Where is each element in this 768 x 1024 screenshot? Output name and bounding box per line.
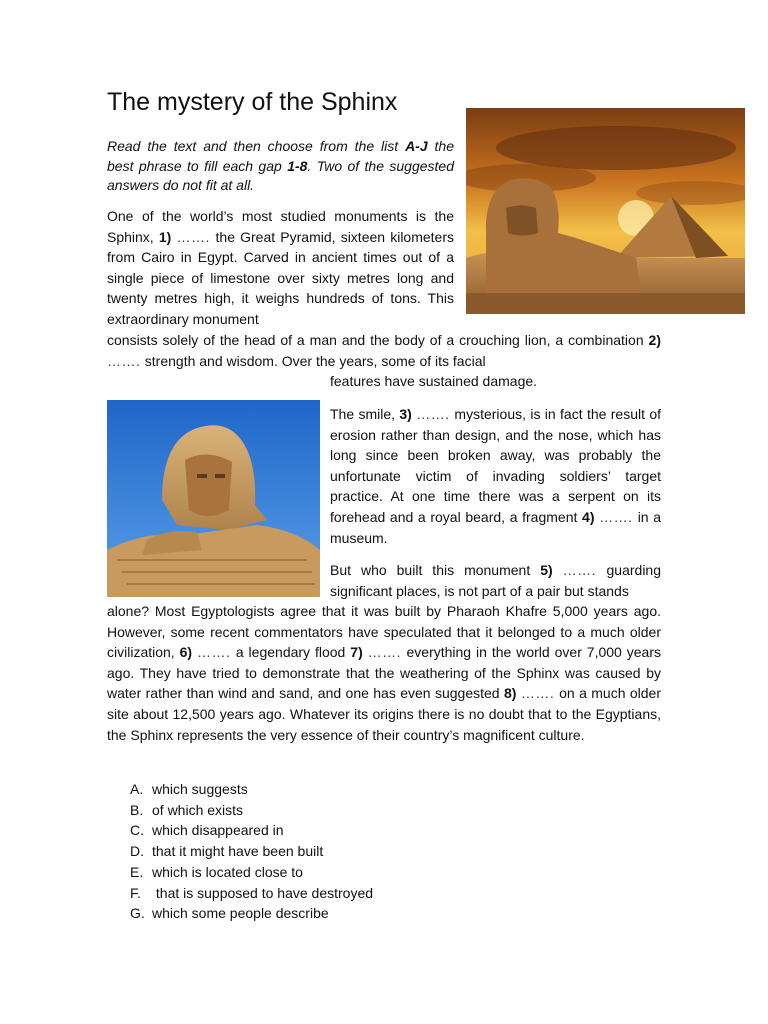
- instructions-text: . Two of the suggested answers do not fit at all.: [107, 157, 454, 193]
- option-f: [130, 883, 373, 904]
- gap-number-4: 4): [582, 508, 595, 525]
- gap-blank-8: …….: [520, 685, 560, 702]
- paragraph-text: guarding significant places, is not part of a pair but stands: [330, 562, 662, 599]
- option-c: [130, 820, 373, 841]
- option-text: which disappeared in: [152, 822, 284, 839]
- paragraph-text: But who built this monument: [330, 562, 541, 578]
- sphinx-head-image: [107, 400, 320, 597]
- gap-number-7: 7): [350, 644, 363, 661]
- paragraph-text: consists solely of the head of a man and the body of a crouching lion, a combination: [107, 332, 649, 348]
- sphinx-sunset-image: [466, 108, 745, 314]
- paragraph-text: One of the world’s most studied monuments is the Sphinx,: [107, 208, 454, 245]
- gap-blank-1: …….: [176, 228, 216, 245]
- option-letter: D.: [130, 843, 144, 860]
- paragraph-text: in a museum.: [330, 508, 662, 546]
- option-e: [130, 862, 373, 883]
- answer-options-list: [130, 779, 373, 924]
- option-a: [130, 779, 373, 800]
- gap-blank-6: …….: [197, 644, 236, 661]
- instructions-gaps: 1-8: [287, 157, 308, 174]
- paragraph-text: The smile,: [330, 406, 400, 422]
- paragraph-2: [330, 404, 661, 548]
- paragraph-text: the Great Pyramid, sixteen kilometers from Cairo in Egypt. Carved in ancient times out of a single piece of limestone over sixty metres long and twenty metres high, it weighs hundreds of tons. This extraordinary monument: [107, 228, 454, 327]
- paragraph-text: alone? Most Egyptologists agree that it was built by Pharaoh Khafre 5,000 years ago. However, some recent commentators have speculated that it belonged to a much older civilization,: [107, 603, 661, 661]
- option-text: that is supposed to have destroyed: [152, 884, 374, 901]
- option-letter: F.: [130, 884, 141, 901]
- gap-number-6: 6): [179, 644, 193, 661]
- option-letter: A.: [130, 781, 144, 797]
- paragraph-text: mysterious, is in fact the result of erosion rather than design, and the nose, which has long since been broken away, was probably the unfortunate victim of invading soldiers’ target practice. At one time there was a serpent on its forehead and a royal beard, a fragment: [330, 406, 662, 525]
- option-text: that it might have been built: [152, 843, 324, 860]
- option-letter: B.: [130, 801, 144, 818]
- paragraph-3-continued: [107, 601, 661, 745]
- gap-blank-2: …….: [107, 352, 145, 369]
- option-b: [130, 800, 373, 821]
- gap-number-1: 1): [158, 228, 172, 245]
- instructions: [107, 137, 454, 196]
- option-d: [130, 841, 373, 862]
- instructions-text: the best phrase to fill each gap: [107, 138, 455, 174]
- gap-number-3: 3): [399, 406, 412, 422]
- paragraph-1-end: features have sustained damage.: [330, 373, 538, 389]
- gap-number-8: 8): [503, 685, 517, 702]
- gap-blank-7: …….: [367, 644, 407, 661]
- gap-number-5: 5): [540, 562, 553, 578]
- paragraph-1-continued: [107, 330, 661, 371]
- option-g: [130, 903, 373, 924]
- paragraph-text: strength and wisdom. Over the years, some of its facial: [144, 352, 486, 369]
- paragraph-text: a legendary flood: [235, 644, 351, 661]
- option-letter: G.: [130, 905, 145, 922]
- paragraph-text: everything in the world over 7,000 years ago. They have tried to demonstrate that the weathering of the Sphinx was caused by water rather than wind and sand, and one has even suggested: [107, 644, 662, 702]
- gap-blank-3: …….: [416, 406, 455, 422]
- option-text: which suggests: [152, 781, 248, 797]
- option-text: of which exists: [152, 801, 244, 818]
- page-title: The mystery of the Sphinx: [107, 88, 398, 116]
- option-text: which is located close to: [152, 863, 303, 880]
- option-letter: C.: [130, 822, 144, 839]
- gap-blank-5: …….: [562, 562, 607, 578]
- paragraph-1: [107, 206, 454, 330]
- gap-blank-4: …….: [599, 508, 638, 525]
- instructions-range: A-J: [405, 138, 428, 154]
- option-text: which some people describe: [152, 905, 329, 922]
- paragraph-3: [330, 560, 661, 601]
- option-letter: E.: [130, 863, 144, 880]
- gap-number-2: 2): [648, 332, 661, 348]
- paragraph-text: on a much older site about 12,500 years ago. Whatever its origins there is no doubt that to the Egyptians, the Sphinx represents the very essence of their country’s magnificent culture.: [107, 685, 661, 743]
- instructions-text: Read the text and then choose from the list: [107, 138, 406, 154]
